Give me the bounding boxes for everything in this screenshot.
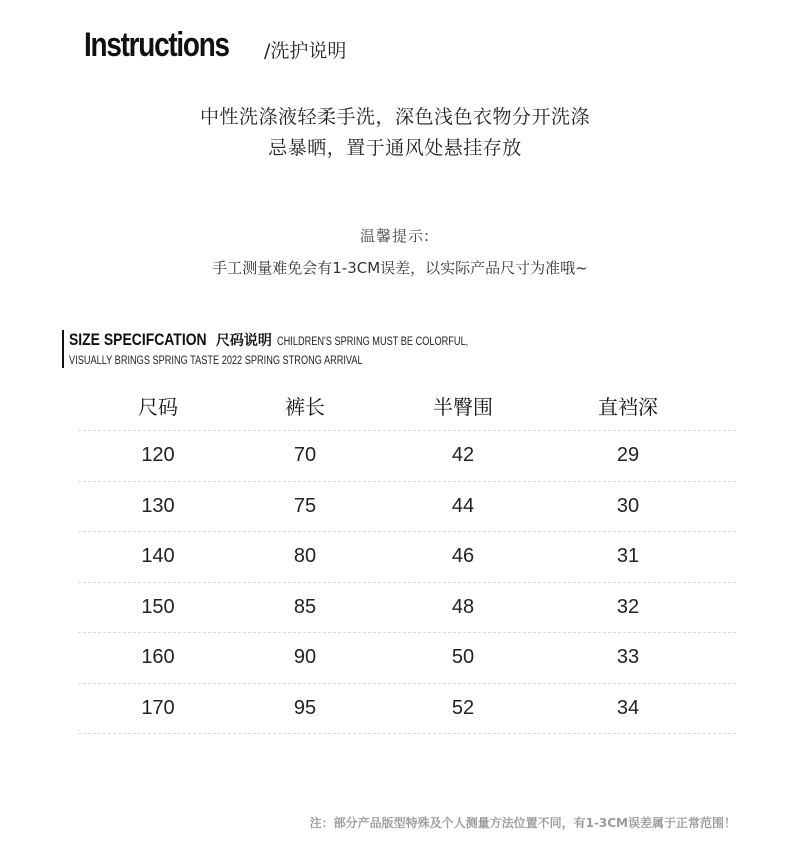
cell-length: 90 [293,646,317,668]
care-instructions [0,102,790,164]
cell-rise: 29 [616,444,640,466]
instructions-subtitle: /洗护说明 [264,40,347,62]
cell-hip: 42 [451,444,475,466]
row-divider [78,683,736,684]
row-divider [78,582,736,583]
row-divider [78,430,736,431]
cell-hip: 50 [451,646,475,668]
care-line: 中性洗涤液轻柔手洗，深色浅色衣物分开洗涤 [199,106,590,128]
cell-rise: 31 [616,545,640,567]
size-spec-desc-line2: VISUALLY BRINGS SPRING TASTE 2022 SPRING STRONG ARRIVAL [69,355,363,367]
cell-hip: 46 [451,545,475,567]
cell-size: 140 [141,545,175,567]
cell-length: 95 [293,696,317,719]
cell-hip: 52 [451,696,475,719]
instructions-title: Instructions [84,26,229,64]
cell-size: 130 [141,494,175,517]
cell-size: 150 [141,595,175,618]
care-line: 忌暴晒，置于通风处悬挂存放 [268,137,522,159]
cell-size: 170 [141,696,175,719]
table-header-size: 尺码 [138,395,178,419]
cell-length: 85 [293,595,317,618]
cell-hip: 48 [451,595,475,618]
cell-length: 75 [293,494,317,517]
cell-length: 80 [293,545,317,567]
tip-text: 手工测量难免会有1-3CM误差，以实际产品尺寸为准哦~ [212,259,588,277]
section-marker-bar [62,330,64,368]
cell-rise: 33 [616,646,640,668]
tip-title: 温馨提示: [359,227,431,245]
size-spec-heading [69,330,516,350]
cell-size: 160 [141,646,175,668]
table-header-rise: 直裆深 [598,395,658,419]
size-spec-title-cn: 尺码说明 [215,333,272,349]
footnote: 注：部分产品版型特殊及个人测量方法位置不同，有1-3CM误差属于正常范围！ [309,816,736,830]
table-header-hip: 半臀围 [433,395,493,419]
cell-rise: 30 [616,494,640,517]
row-divider [78,632,736,633]
row-divider [78,481,736,482]
cell-size: 120 [141,444,175,466]
cell-hip: 44 [451,494,475,517]
size-spec-title: SIZE SPECIFCATION [69,330,207,349]
cell-rise: 34 [616,696,640,719]
row-divider [78,733,736,734]
table-header-length: 裤长 [285,395,325,419]
row-divider [78,531,736,532]
cell-length: 70 [293,444,317,466]
size-spec-desc-line1: CHILDREN'S SPRING MUST BE COLORFUL, [277,336,469,348]
cell-rise: 32 [616,595,640,618]
